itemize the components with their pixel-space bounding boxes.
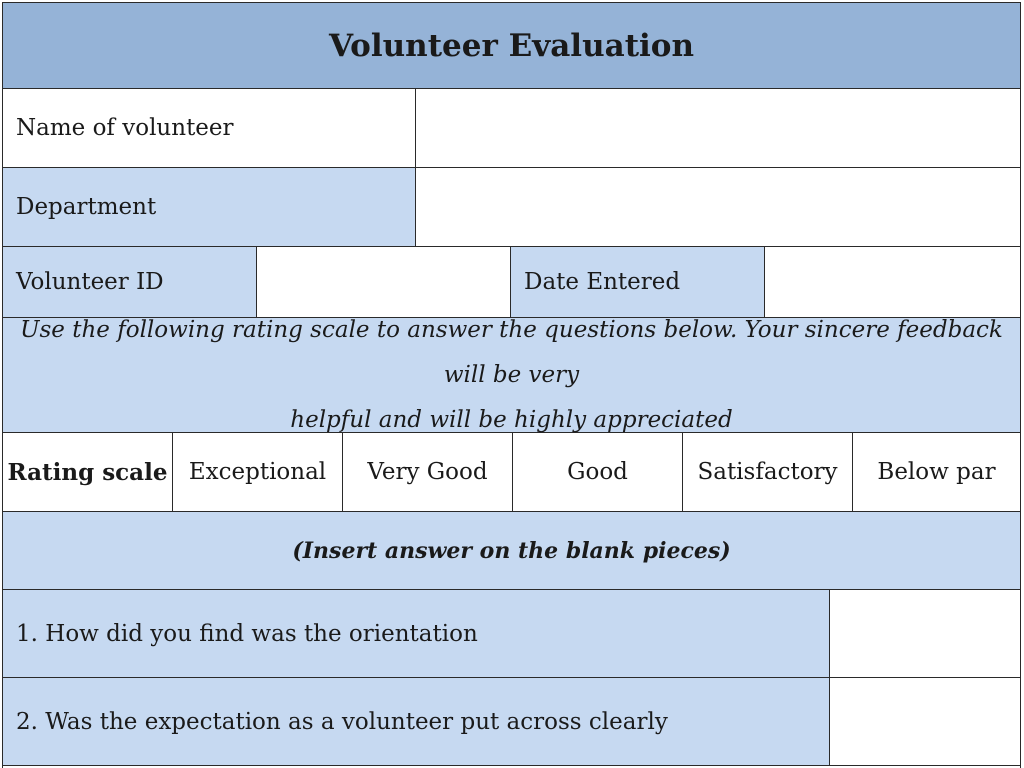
- rating-scale-label: Rating scale: [3, 433, 173, 511]
- rating-option-satisfactory: Satisfactory: [683, 433, 853, 511]
- volunteer-id-field[interactable]: [257, 247, 511, 317]
- rating-option-good: Good: [513, 433, 683, 511]
- volunteer-evaluation-form: [2, 2, 1021, 768]
- department-row: [3, 168, 1020, 247]
- question-row: [3, 678, 1020, 766]
- title-row: [3, 3, 1020, 89]
- question-row: [3, 590, 1020, 678]
- answer-field[interactable]: [830, 590, 1020, 677]
- name-row: [3, 89, 1020, 168]
- name-field[interactable]: [416, 89, 1020, 167]
- question-text: 2. Was the expectation as a volunteer put across clearly: [3, 678, 830, 765]
- rating-scale-row: [3, 433, 1020, 512]
- date-entered-label: Date Entered: [511, 247, 765, 317]
- rating-option-exceptional: Exceptional: [173, 433, 343, 511]
- insert-note-row: [3, 512, 1020, 590]
- instructions-row: [3, 318, 1020, 433]
- instructions-line-2: helpful and will be highly appreciated: [290, 406, 733, 433]
- rating-option-very-good: Very Good: [343, 433, 513, 511]
- instructions-text: [3, 318, 1020, 432]
- insert-answer-note: (Insert answer on the blank pieces): [292, 537, 731, 564]
- department-label: Department: [3, 168, 416, 246]
- name-label: Name of volunteer: [3, 89, 416, 167]
- form-title: Volunteer Evaluation: [328, 27, 695, 64]
- department-field[interactable]: [416, 168, 1020, 246]
- rating-option-below-par: Below par: [853, 433, 1020, 511]
- answer-field[interactable]: [830, 678, 1020, 765]
- date-entered-field[interactable]: [765, 247, 1020, 317]
- volunteer-id-label: Volunteer ID: [3, 247, 257, 317]
- question-text: 1. How did you find was the orientation: [3, 590, 830, 677]
- instructions-line-1: Use the following rating scale to answer the questions below. Your sincere feedback will be very: [20, 316, 1003, 388]
